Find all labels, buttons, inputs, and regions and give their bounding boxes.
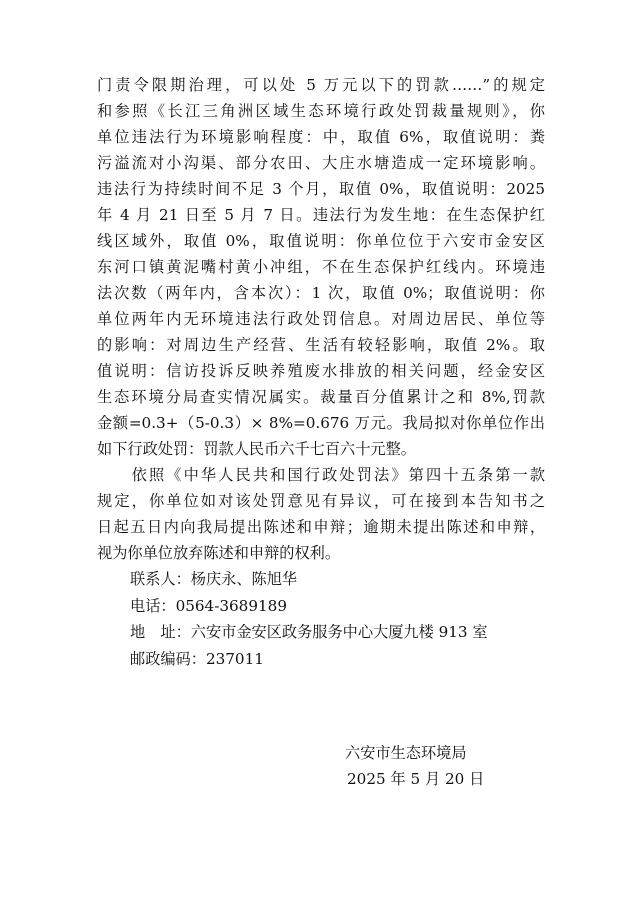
contact-person-row — [130, 566, 550, 593]
body-line: 视为你单位放弃陈述和申辩的权利。 — [97, 544, 340, 562]
body-line: 污溢流对小沟渠、部分农田、大庄水塘造成一定环境影响。 — [97, 154, 545, 172]
contact-block — [130, 566, 550, 672]
body-line: 值说明：信访投诉反映养殖废水排放的相关问题，经金安区 — [97, 362, 545, 380]
contact-person-label: 联系人： — [130, 570, 191, 588]
address-row — [130, 619, 550, 646]
postcode-label: 邮政编码： — [130, 649, 206, 668]
body-line: 依照《中华人民共和国行政处罚法》第四十五条第一款 — [97, 466, 545, 484]
phone-value: 0564-3689189 — [175, 596, 287, 615]
body-line: 法次数（两年内，含本次）：1 次，取值 0%；取值说明：你 — [97, 284, 545, 302]
address-value: 六安市金安区政务服务中心大厦九楼 913 室 — [190, 623, 488, 641]
signature-block — [345, 740, 484, 792]
issuing-organization: 六安市生态环境局 — [345, 744, 467, 762]
body-line: 违法行为持续时间不足 3 个月，取值 0%，取值说明：2025 — [97, 180, 545, 198]
body-line: 和参照《长江三角洲区域生态环境行政处罚裁量规则》，你 — [97, 102, 545, 120]
body-line: 门责令限期治理，可以处 5 万元以下的罚款……”的规定 — [97, 76, 545, 94]
body-line: 日起五日内向我局提出陈述和申辩；逾期未提出陈述和申辩， — [97, 518, 545, 536]
phone-label: 电话： — [130, 596, 176, 615]
notice-body — [97, 72, 545, 566]
body-line: 生态环境分局查实情况属实。裁量百分值累计之和 8%,罚款 — [97, 388, 545, 406]
phone-row — [130, 593, 550, 620]
address-label: 地 址： — [130, 623, 191, 641]
body-line: 单位违法行为环境影响程度：中，取值 6%，取值说明：粪 — [97, 128, 545, 146]
body-line: 年 4 月 21 日至 5 月 7 日。违法行为发生地：在生态保护红 — [97, 206, 545, 224]
contact-person-value: 杨庆永、陈旭华 — [190, 570, 298, 588]
issue-date: 2025 年 5 月 20 日 — [347, 770, 485, 788]
body-line: 的影响：对周边生产经营、生活有较轻影响，取值 2%。取 — [97, 336, 545, 354]
body-line: 线区域外，取值 0%，取值说明：你单位位于六安市金安区 — [97, 232, 545, 250]
body-line: 单位两年内无环境违法行政处罚信息。对周边居民、单位等 — [97, 310, 545, 328]
body-line: 东河口镇黄泥嘴村黄小冲组，不在生态保护红线内。环境违 — [97, 258, 545, 276]
postcode-row — [130, 646, 550, 673]
body-line: 如下行政处罚：罚款人民币六千七百六十元整。 — [97, 440, 416, 458]
body-line: 规定，你单位如对该处罚意见有异议，可在接到本告知书之 — [97, 492, 545, 510]
postcode-value: 237011 — [205, 649, 264, 668]
body-line: 金额=0.3+（5-0.3）× 8%=0.676 万元。我局拟对你单位作出 — [97, 414, 545, 432]
